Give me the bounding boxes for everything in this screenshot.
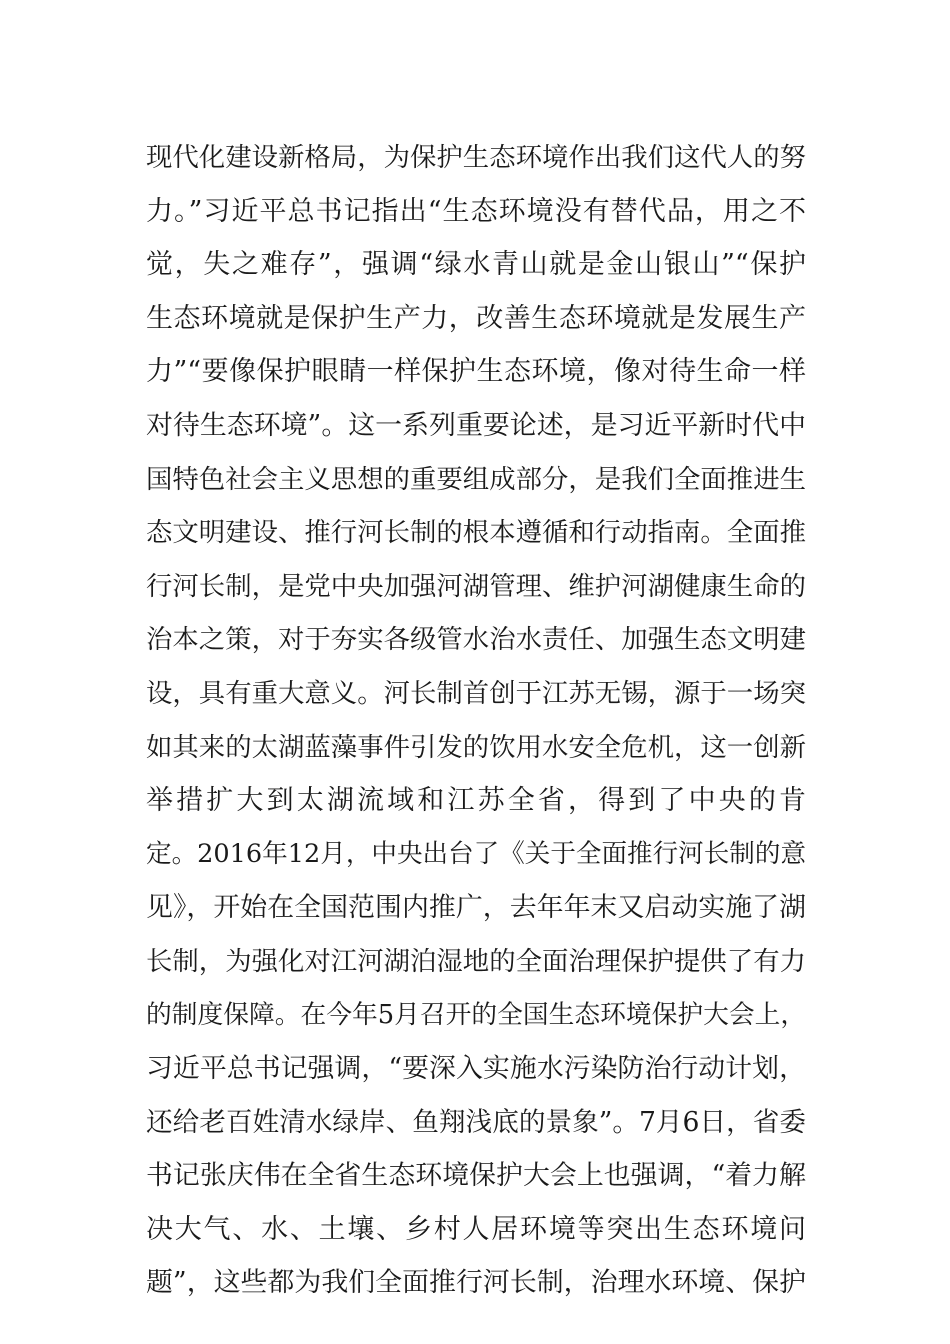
text-line: 定。2016年12月，中央出台了《关于全面推行河长制的意: [146, 838, 806, 869]
text-line: 的制度保障。在今年5月召开的全国生态环境保护大会上，: [146, 999, 807, 1030]
text-line: 力。”习近平总书记指出“生态环境没有替代品，用之不: [146, 195, 806, 227]
text-line: 态文明建设、推行河长制的根本遵循和行动指南。全面推: [146, 517, 806, 549]
text-line: 觉，失之难存”，强调“绿水青山就是金山银山”“保护: [146, 249, 806, 281]
text-line: 书记张庆伟在全省生态环境保护大会上也强调，“着力解: [146, 1160, 806, 1192]
text-line: 国特色社会主义思想的重要组成部分，是我们全面推进生: [146, 463, 806, 495]
text-line: 见》，开始在全国范围内推广，去年年末又启动实施了湖: [146, 892, 806, 924]
text-line: 习近平总书记强调，“要深入实施水污染防治行动计划，: [146, 1053, 806, 1085]
text-line: 长制，为强化对江河湖泊湿地的全面治理保护提供了有力: [146, 945, 806, 977]
text-line: 设，具有重大意义。河长制首创于江苏无锡，源于一场突: [146, 677, 806, 709]
text-line: 生态环境就是保护生产力，改善生态环境就是发展生产: [146, 302, 806, 334]
text-line: 题”，这些都为我们全面推行河长制，治理水环境、保护: [146, 1267, 806, 1299]
text-line: 对待生态环境”。这一系列重要论述，是习近平新时代中: [146, 409, 806, 441]
text-line: 力”“要像保护眼睛一样保护生态环境，像对待生命一样: [146, 356, 806, 388]
text-line: 治本之策，对于夯实各级管水治水责任、加强生态文明建: [146, 624, 806, 656]
text-line: 还给老百姓清水绿岸、鱼翔浅底的景象”。7月6日，省委: [146, 1106, 806, 1138]
text-line: 决大气、水、土壤、乡村人居环境等突出生态环境问: [146, 1213, 806, 1245]
text-line: 现代化建设新格局，为保护生态环境作出我们这代人的努: [146, 142, 806, 173]
text-line: 如其来的太湖蓝藻事件引发的饮用水安全危机，这一创新: [146, 731, 806, 763]
body-text: [146, 131, 806, 1310]
text-line: 行河长制，是党中央加强河湖管理、维护河湖健康生命的: [146, 570, 806, 602]
text-line: 举措扩大到太湖流域和江苏全省，得到了中央的肯: [146, 785, 806, 817]
